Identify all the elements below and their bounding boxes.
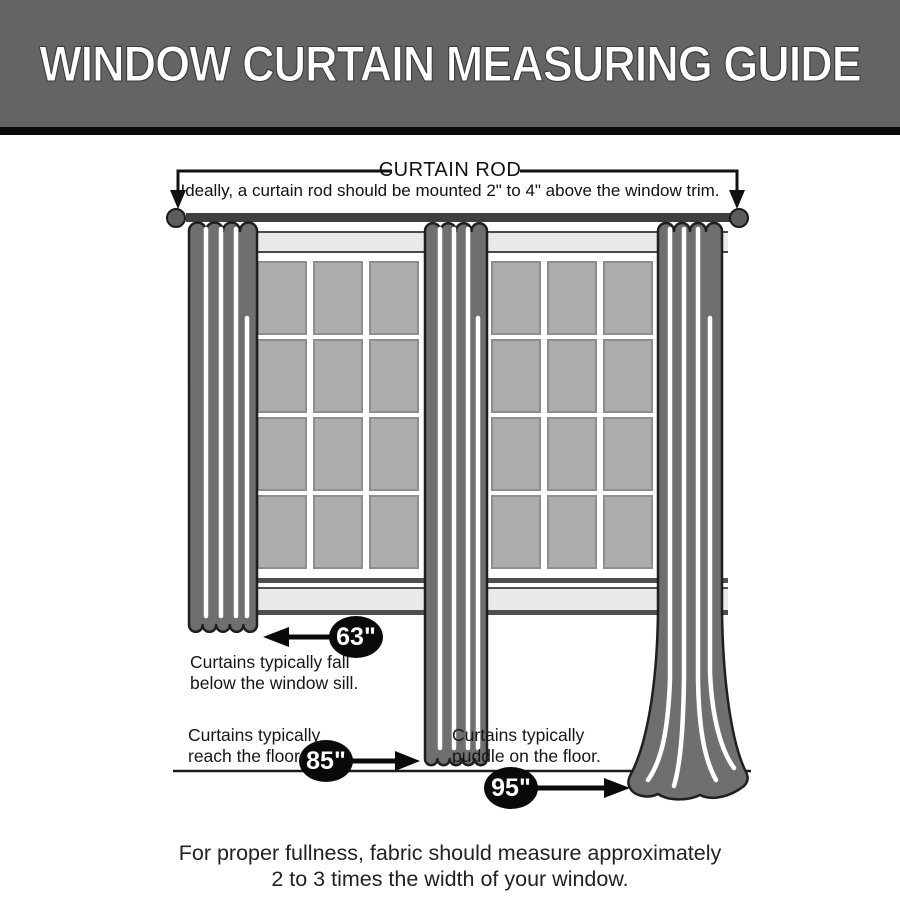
caption-reach-floor — [188, 725, 320, 767]
page-title: WINDOW CURTAIN MEASURING GUIDE — [39, 34, 861, 92]
window-sill — [250, 578, 728, 615]
caption-line: below the window sill. — [190, 673, 359, 693]
curtain-panel-reach-floor — [425, 223, 487, 765]
curtain-rod-label: CURTAIN ROD — [378, 159, 522, 181]
caption-line: reach the floor. — [188, 746, 304, 766]
fullness-note-line1: For proper fullness, fabric should measure approximately — [178, 841, 722, 865]
measure-arrow-85 — [351, 751, 420, 771]
length-badge-95: 95" — [484, 767, 538, 809]
caption-line: Curtains typically fall — [190, 652, 350, 672]
caption-line: Curtains typically — [188, 725, 321, 745]
measure-arrow-63 — [263, 627, 332, 647]
window-panes-right — [492, 262, 652, 568]
length-badge-85: 85" — [299, 740, 353, 782]
caption-line: puddle on the floor. — [452, 746, 601, 766]
length-badge-63: 63" — [329, 616, 383, 658]
rod-finial-right — [730, 209, 748, 227]
rod-finial-left — [167, 209, 185, 227]
fullness-note — [0, 840, 900, 892]
window-panes-left — [258, 262, 418, 568]
caption-line: Curtains typically — [452, 725, 585, 745]
fullness-note-line2: 2 to 3 times the width of your window. — [271, 867, 629, 891]
caption-below-sill — [190, 652, 358, 694]
caption-puddle-floor — [452, 725, 601, 767]
curtain-rod-note: Ideally, a curtain rod should be mounted 2" to 4" above the window trim. — [180, 181, 720, 200]
window-top-trim — [250, 231, 728, 253]
curtain-panel-below-sill — [189, 223, 257, 632]
curtain-rod — [186, 213, 735, 222]
measure-arrow-95 — [536, 778, 630, 798]
